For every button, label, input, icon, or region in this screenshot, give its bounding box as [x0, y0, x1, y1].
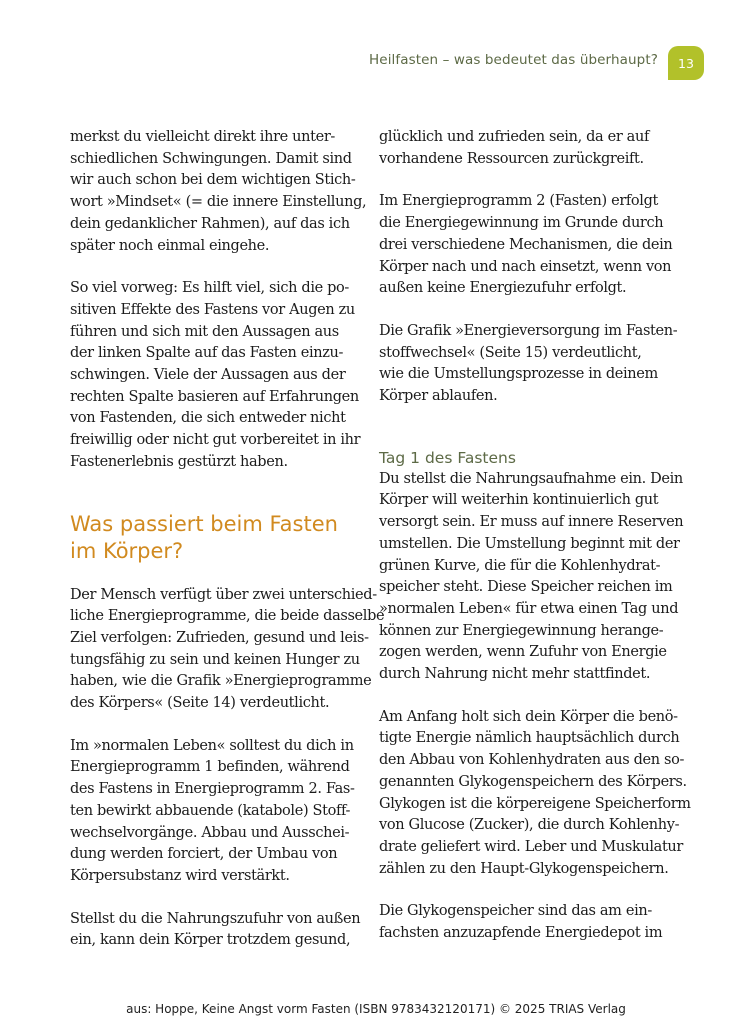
section-heading-line-2: im Körper? — [70, 538, 184, 563]
text-line: wechselvorgänge. Abbau und Ausschei- — [70, 824, 350, 841]
text-line: Körper will weiterhin kontinuierlich gut — [379, 492, 659, 509]
right-paragraph-5 — [379, 707, 691, 881]
text-line: speicher steht. Diese Speicher reichen im — [379, 579, 673, 596]
text-line: dung werden forciert, der Umbau von — [70, 846, 338, 863]
text-line: Im Energieprogramm 2 (Fasten) erfolgt — [379, 193, 659, 210]
text-line: tungsfähig zu sein und keinen Hunger zu — [70, 651, 360, 668]
text-line: Du stellst die Nahrungsaufnahme ein. Dein — [379, 470, 683, 487]
text-line: vorhandene Ressourcen zurückgreift. — [379, 150, 644, 167]
text-line: haben, wie die Grafik »Energieprogramme — [70, 673, 372, 690]
text-line: ein, kann dein Körper trotzdem gesund, — [70, 932, 351, 949]
source-footer: aus: Hoppe, Keine Angst vorm Fasten (ISBN 9783432120171) © 2025 TRIAS Verlag — [126, 1002, 626, 1016]
subsection-heading: Tag 1 des Fastens — [379, 448, 516, 467]
left-text-column — [70, 127, 385, 952]
text-line: genannten Glykogenspeichern des Körpers. — [379, 773, 687, 790]
text-line: stoffwechsel« (Seite 15) verdeutlicht, — [379, 344, 642, 361]
text-line: grünen Kurve, die für die Kohlenhydrat- — [379, 557, 661, 574]
text-line: drate geliefert wird. Leber und Muskulatur — [379, 838, 684, 855]
text-line: durch Nahrung nicht mehr stattfindet. — [379, 666, 651, 683]
text-line: den Abbau von Kohlenhydraten aus den so- — [379, 752, 685, 769]
text-line: Im »normalen Leben« solltest du dich in — [70, 737, 354, 754]
text-line: Stellst du die Nahrungszufuhr von außen — [70, 910, 361, 927]
right-paragraph-2 — [379, 191, 673, 300]
section-heading — [70, 511, 352, 565]
text-line: Die Grafik »Energieversorgung im Fasten- — [379, 322, 678, 339]
left-paragraph-2 — [70, 278, 361, 473]
running-head-title: Heilfasten – was bedeutet das überhaupt? — [369, 52, 658, 68]
text-line: Körper nach und nach einsetzt, wenn von — [379, 258, 672, 275]
left-paragraph-5 — [70, 909, 361, 952]
text-line: tigte Energie nämlich hauptsächlich durch — [379, 730, 680, 747]
text-line: versorgt sein. Er muss auf innere Reserven — [379, 514, 684, 531]
text-line: wir auch schon bei dem wichtigen Stich- — [70, 172, 356, 189]
text-line: So viel vorweg: Es hilft viel, sich die po- — [70, 280, 349, 297]
text-line: liche Energieprogramme, die beide dasselbe — [70, 608, 385, 625]
text-line: freiwillig oder nicht gut vorbereitet in ihr — [70, 432, 361, 449]
left-paragraph-4 — [70, 736, 355, 888]
text-line: der linken Spalte auf das Fasten einzu- — [70, 345, 344, 362]
text-line: sitiven Effekte des Fastens vor Augen zu — [70, 301, 355, 318]
right-paragraph-1 — [379, 127, 661, 170]
text-line: schiedlichen Schwingungen. Damit sind — [70, 150, 352, 167]
text-line: Die Glykogenspeicher sind das am ein- — [379, 903, 652, 920]
text-line: Energieprogramm 1 befinden, während — [70, 759, 350, 776]
text-line: Körper ablaufen. — [379, 388, 498, 405]
text-line: glücklich und zufrieden sein, da er auf — [379, 129, 649, 145]
text-line: umstellen. Die Umstellung beginnt mit der — [379, 535, 680, 552]
text-line: Fastenerlebnis gestürzt haben. — [70, 453, 288, 470]
text-line: von Glucose (Zucker), die durch Kohlenhy- — [379, 817, 680, 834]
text-line: ten bewirkt abbauende (katabole) Stoff- — [70, 802, 351, 819]
text-line: Der Mensch verfügt über zwei unterschied- — [70, 586, 377, 603]
text-line: von Fastenden, die sich entweder nicht — [70, 410, 346, 427]
text-line: zählen zu den Haupt-Glykogenspeichern. — [379, 860, 669, 877]
section-heading-line-1: Was passiert beim Fasten — [70, 511, 338, 536]
text-line: Am Anfang holt sich dein Körper die benö- — [379, 708, 678, 725]
text-line: des Körpers« (Seite 14) verdeutlicht. — [70, 695, 330, 712]
text-line: merkst du vielleicht direkt ihre unter- — [70, 129, 335, 145]
right-text-column — [379, 127, 691, 945]
text-line: wie die Umstellungsprozesse in deinem — [379, 366, 658, 383]
right-paragraph-6 — [379, 901, 661, 944]
page-number-badge: 13 — [668, 46, 704, 80]
text-line: führen und sich mit den Aussagen aus — [70, 323, 339, 340]
text-line: Glykogen ist die körpereigene Speicherform — [379, 795, 691, 812]
text-line: fachsten anzuzapfende Energiedepot im — [379, 925, 663, 942]
text-line: des Fastens in Energieprogramm 2. Fas- — [70, 781, 355, 798]
text-line: Ziel verfolgen: Zufrieden, gesund und leis- — [70, 629, 369, 646]
text-line: drei verschiedene Mechanismen, die dein — [379, 236, 673, 253]
text-line: dein gedanklicher Rahmen), auf das ich — [70, 215, 350, 232]
text-line: »normalen Leben« für etwa einen Tag und — [379, 600, 679, 617]
text-line: schwingen. Viele der Aussagen aus der — [70, 367, 346, 384]
text-line: rechten Spalte basieren auf Erfahrungen — [70, 388, 359, 405]
text-line: später noch einmal eingehe. — [70, 237, 270, 254]
text-line: Körpersubstanz wird verstärkt. — [70, 867, 290, 884]
right-paragraph-3 — [379, 321, 678, 408]
text-line: die Energiegewinnung im Grunde durch — [379, 215, 664, 232]
text-line: außen keine Energiezufuhr erfolgt. — [379, 280, 627, 297]
right-paragraph-4 — [379, 469, 684, 686]
text-line: zogen werden, wenn Zufuhr von Energie — [379, 644, 667, 661]
text-line: können zur Energiegewinnung herange- — [379, 622, 664, 639]
text-line: wort »Mindset« (= die innere Einstellung, — [70, 194, 367, 211]
left-paragraph-3 — [70, 585, 385, 715]
left-paragraph-1 — [70, 127, 367, 257]
